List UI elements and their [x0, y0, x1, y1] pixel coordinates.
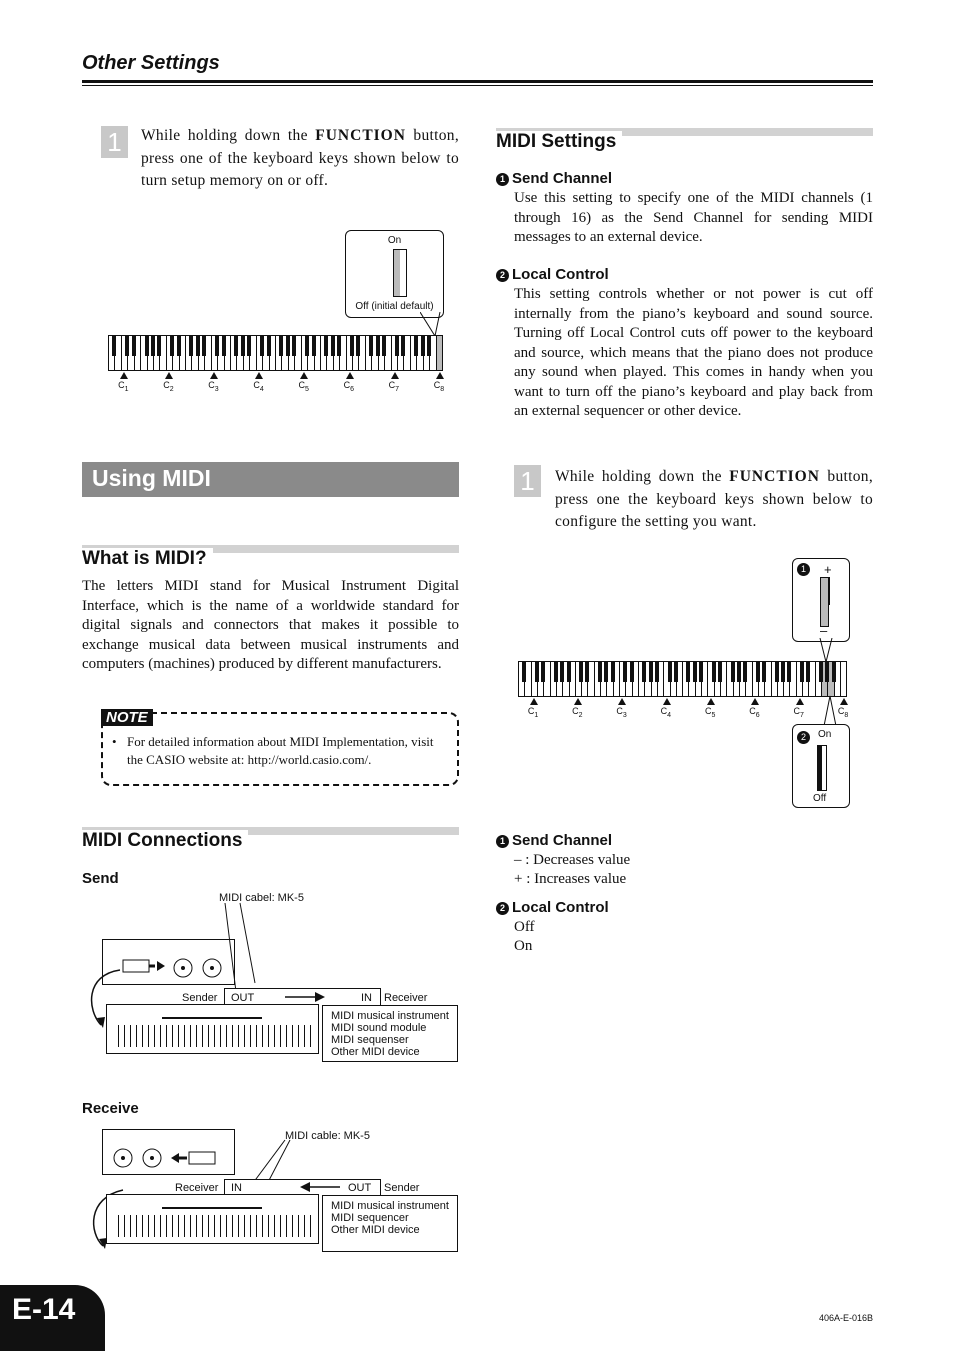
- function-word: FUNCTION: [315, 127, 406, 144]
- legend-on: On: [514, 938, 533, 954]
- legend-local-control-heading: [496, 899, 609, 916]
- device-item: MIDI sound module: [331, 1022, 427, 1034]
- black-key: [693, 662, 697, 682]
- black-key: [756, 662, 760, 682]
- black-key: [356, 336, 360, 356]
- black-key: [825, 662, 829, 682]
- function-word: FUNCTION: [729, 468, 820, 485]
- octave-label: $C_6$: [343, 380, 354, 393]
- black-key: [668, 662, 672, 682]
- number-badge: 1: [797, 563, 810, 576]
- octave-label: $C_2$: [163, 380, 174, 393]
- key-marker-icon: [618, 698, 626, 705]
- header-rule-thin: [82, 85, 873, 86]
- key-marker-icon: [574, 698, 582, 705]
- black-key: [145, 336, 149, 356]
- black-key: [350, 336, 354, 356]
- black-key: [414, 336, 418, 356]
- in-label: IN: [231, 1182, 242, 1194]
- black-key: [337, 336, 341, 356]
- black-key: [686, 662, 690, 682]
- black-key: [395, 336, 399, 356]
- black-key: [222, 336, 226, 356]
- what-is-midi-heading: What is MIDI?: [82, 548, 213, 570]
- octave-label: $C_8$: [433, 380, 445, 393]
- black-key: [731, 662, 735, 682]
- black-key: [800, 662, 804, 682]
- legend-send-channel-heading: [496, 832, 612, 849]
- black-key: [234, 336, 238, 356]
- step-number-box: 1: [514, 465, 541, 497]
- black-key: [125, 336, 129, 356]
- page-header-title: Other Settings: [82, 52, 220, 74]
- device-item: Other MIDI device: [331, 1046, 420, 1058]
- midi-connections-heading: MIDI Connections: [82, 830, 248, 852]
- black-key: [241, 336, 245, 356]
- receive-device-list: [322, 1195, 458, 1252]
- black-key: [604, 662, 608, 682]
- black-key: [630, 662, 634, 682]
- receive-cable-label: MIDI cable: MK-5: [285, 1130, 370, 1142]
- midi-settings-heading: MIDI Settings: [496, 131, 622, 153]
- black-key: [832, 662, 836, 682]
- black-key: [579, 662, 583, 682]
- black-key: [132, 336, 136, 356]
- local-control-title: Local Control: [512, 266, 609, 283]
- sender-label: Sender: [182, 992, 218, 1004]
- send-cable-label: MIDI cabel: MK-5: [219, 892, 304, 904]
- key-marker-icon: [840, 698, 848, 705]
- black-key: [598, 662, 602, 682]
- local-control-body: This setting controls whether or not power is cut off internally from the piano’s keyboard and sound source. Turning off Local Control cuts off power to the keyboard and source, which means that the piano does not produce any sound when played. This comes in handy when you want to turn off the piano’s keyboard and play back from an external sequencer or other device.: [514, 286, 873, 419]
- black-key: [775, 662, 779, 682]
- octave-label: $C_2$: [572, 706, 583, 719]
- octave-label: $C_4$: [253, 380, 264, 393]
- note-label: NOTE: [101, 709, 153, 726]
- black-key: [718, 662, 722, 682]
- black-key: [623, 662, 627, 682]
- key-marker-icon: [120, 372, 128, 379]
- black-key: [215, 336, 219, 356]
- black-key: [585, 662, 589, 682]
- in-label: IN: [361, 992, 372, 1004]
- number-badge: 2: [496, 902, 509, 915]
- send-channel-body: Use this setting to specify one of the MIDI channels (1 through 16) as the Send Channel for sending MIDI messages to an external device.: [514, 190, 873, 245]
- legend-plus: + : Increases value: [514, 871, 627, 887]
- black-key: [762, 662, 766, 682]
- black-key: [560, 662, 564, 682]
- section-title: Using MIDI: [92, 465, 211, 491]
- black-key: [649, 662, 653, 682]
- sender-piano-illustration: [106, 1004, 319, 1054]
- black-key: [112, 336, 116, 356]
- black-key: [157, 336, 161, 356]
- key-marker-icon: [255, 372, 263, 379]
- minus-key-indicator: [828, 577, 830, 605]
- octave-label: $C_5$: [298, 380, 309, 393]
- black-key: [369, 336, 373, 356]
- send-device-list: [322, 1005, 458, 1062]
- section-banner-using-midi: [82, 462, 459, 497]
- setup-memory-callout: [345, 230, 444, 318]
- step-text-start: While holding down the: [141, 127, 316, 144]
- octave-label: $C_8$: [837, 706, 849, 719]
- key-marker-icon: [346, 372, 354, 379]
- key-indicator: [817, 745, 827, 791]
- black-key: [382, 336, 386, 356]
- receiver-label: Receiver: [175, 1182, 219, 1194]
- black-key: [151, 336, 155, 356]
- header-rule: [82, 80, 873, 83]
- black-key: [655, 662, 659, 682]
- document-code: 406A-E-016B: [818, 1313, 873, 1323]
- black-key: [286, 336, 290, 356]
- device-item: Other MIDI device: [331, 1224, 420, 1236]
- black-key: [196, 336, 200, 356]
- key-marker-icon: [751, 698, 759, 705]
- black-key: [421, 336, 425, 356]
- black-key: [279, 336, 283, 356]
- octave-label: $C_1$: [118, 380, 129, 393]
- key-marker-icon: [300, 372, 308, 379]
- number-badge: 2: [797, 731, 810, 744]
- black-key: [699, 662, 703, 682]
- black-key: [202, 336, 206, 356]
- black-key: [737, 662, 741, 682]
- black-key: [427, 336, 431, 356]
- note-bullet: •: [112, 734, 117, 749]
- octave-label: $C_7$: [388, 380, 400, 393]
- send-heading: Send: [82, 870, 119, 887]
- legend-title: Send Channel: [512, 832, 613, 849]
- black-key: [567, 662, 571, 682]
- on-label: On: [818, 729, 832, 740]
- legend-off: Off: [514, 919, 535, 935]
- device-item: MIDI sequencer: [331, 1212, 409, 1224]
- black-key: [712, 662, 716, 682]
- octave-label: $C_1$: [527, 706, 539, 719]
- black-key: [642, 662, 646, 682]
- callout-pointer: [820, 694, 840, 728]
- key-marker-icon: [663, 698, 671, 705]
- send-channel-heading: [496, 170, 612, 187]
- step-number-box: 1: [101, 126, 128, 158]
- device-item: MIDI sequenser: [331, 1034, 409, 1046]
- black-key: [376, 336, 380, 356]
- black-key: [535, 662, 539, 682]
- black-key: [819, 662, 823, 682]
- black-key: [260, 336, 264, 356]
- black-key: [781, 662, 785, 682]
- black-key: [522, 662, 526, 682]
- black-key: [401, 336, 405, 356]
- white-key: [437, 336, 442, 370]
- legend-minus: – : Decreases value: [514, 852, 631, 868]
- note-text: For detailed information about MIDI Implementation, visit the CASIO website at: http://world.casio.com/.: [127, 734, 434, 767]
- minus-label: –: [820, 623, 828, 638]
- black-key: [305, 336, 309, 356]
- number-badge: 1: [496, 835, 509, 848]
- black-key: [554, 662, 558, 682]
- black-key: [267, 336, 271, 356]
- black-key: [787, 662, 791, 682]
- out-label: OUT: [231, 992, 255, 1004]
- black-key: [674, 662, 678, 682]
- black-key: [611, 662, 615, 682]
- key-marker-icon: [530, 698, 538, 705]
- black-key: [247, 336, 251, 356]
- step-instruction: [141, 125, 459, 193]
- what-is-midi-body: The letters MIDI stand for Musical Instrument Digital Interface, which is the name of a worldwide standard for digital signals and connectors that makes it possible to exchange musical data between musical instruments and computers (machines) produced by different manufacturers.: [82, 578, 459, 672]
- key-marker-icon: [436, 372, 444, 379]
- black-key: [541, 662, 545, 682]
- black-key: [312, 336, 316, 356]
- page-number-tab: [0, 1285, 105, 1351]
- black-key: [292, 336, 296, 356]
- off-label: Off (initial default): [355, 301, 434, 312]
- octave-label: $C_6$: [749, 706, 760, 719]
- key-marker-icon: [210, 372, 218, 379]
- octave-label: $C_3$: [208, 380, 219, 393]
- piano-keyboard: [518, 661, 847, 697]
- key-indicator: [393, 249, 407, 297]
- octave-label: $C_3$: [616, 706, 627, 719]
- receive-heading: Receive: [82, 1100, 139, 1117]
- key-marker-icon: [391, 372, 399, 379]
- black-key: [806, 662, 810, 682]
- page-number: E-14: [12, 1293, 76, 1326]
- black-key: [331, 336, 335, 356]
- send-channel-callout: [792, 558, 850, 642]
- octave-label: $C_5$: [704, 706, 716, 719]
- step-instruction: [555, 466, 873, 534]
- black-key: [170, 336, 174, 356]
- black-key: [177, 336, 181, 356]
- on-label: On: [387, 235, 402, 246]
- off-label: Off: [813, 793, 827, 804]
- device-item: MIDI musical instrument: [331, 1200, 449, 1212]
- step-text-end: button, press one the keyboard keys shown below to configure the setting you want.: [555, 468, 874, 530]
- white-key: [841, 662, 846, 696]
- sender-label: Sender: [384, 1182, 420, 1194]
- send-channel-title: Send Channel: [512, 170, 613, 187]
- key-marker-icon: [165, 372, 173, 379]
- key-marker-icon: [796, 698, 804, 705]
- step-text-end: button, press one of the keyboard keys shown below to turn setup memory on or off.: [141, 127, 460, 189]
- local-control-callout: [792, 724, 850, 808]
- octave-label: $C_7$: [793, 706, 804, 719]
- receiver-piano-illustration: [106, 1194, 319, 1244]
- piano-keyboard: [108, 335, 443, 371]
- local-control-heading: [496, 266, 609, 283]
- receiver-label: Receiver: [384, 992, 428, 1004]
- legend-title: Local Control: [512, 899, 609, 916]
- arrow-left-icon: [300, 1181, 342, 1193]
- device-item: MIDI musical instrument: [331, 1010, 449, 1022]
- black-key: [743, 662, 747, 682]
- black-key: [189, 336, 193, 356]
- octave-label: $C_4$: [660, 706, 672, 719]
- number-badge: 1: [496, 173, 509, 186]
- out-label: OUT: [348, 1182, 372, 1194]
- key-marker-icon: [707, 698, 715, 705]
- black-key: [324, 336, 328, 356]
- plus-label: +: [824, 562, 832, 577]
- step-text-start: While holding down the: [555, 468, 730, 485]
- arrow-right-icon: [285, 991, 327, 1003]
- number-badge: 2: [496, 269, 509, 282]
